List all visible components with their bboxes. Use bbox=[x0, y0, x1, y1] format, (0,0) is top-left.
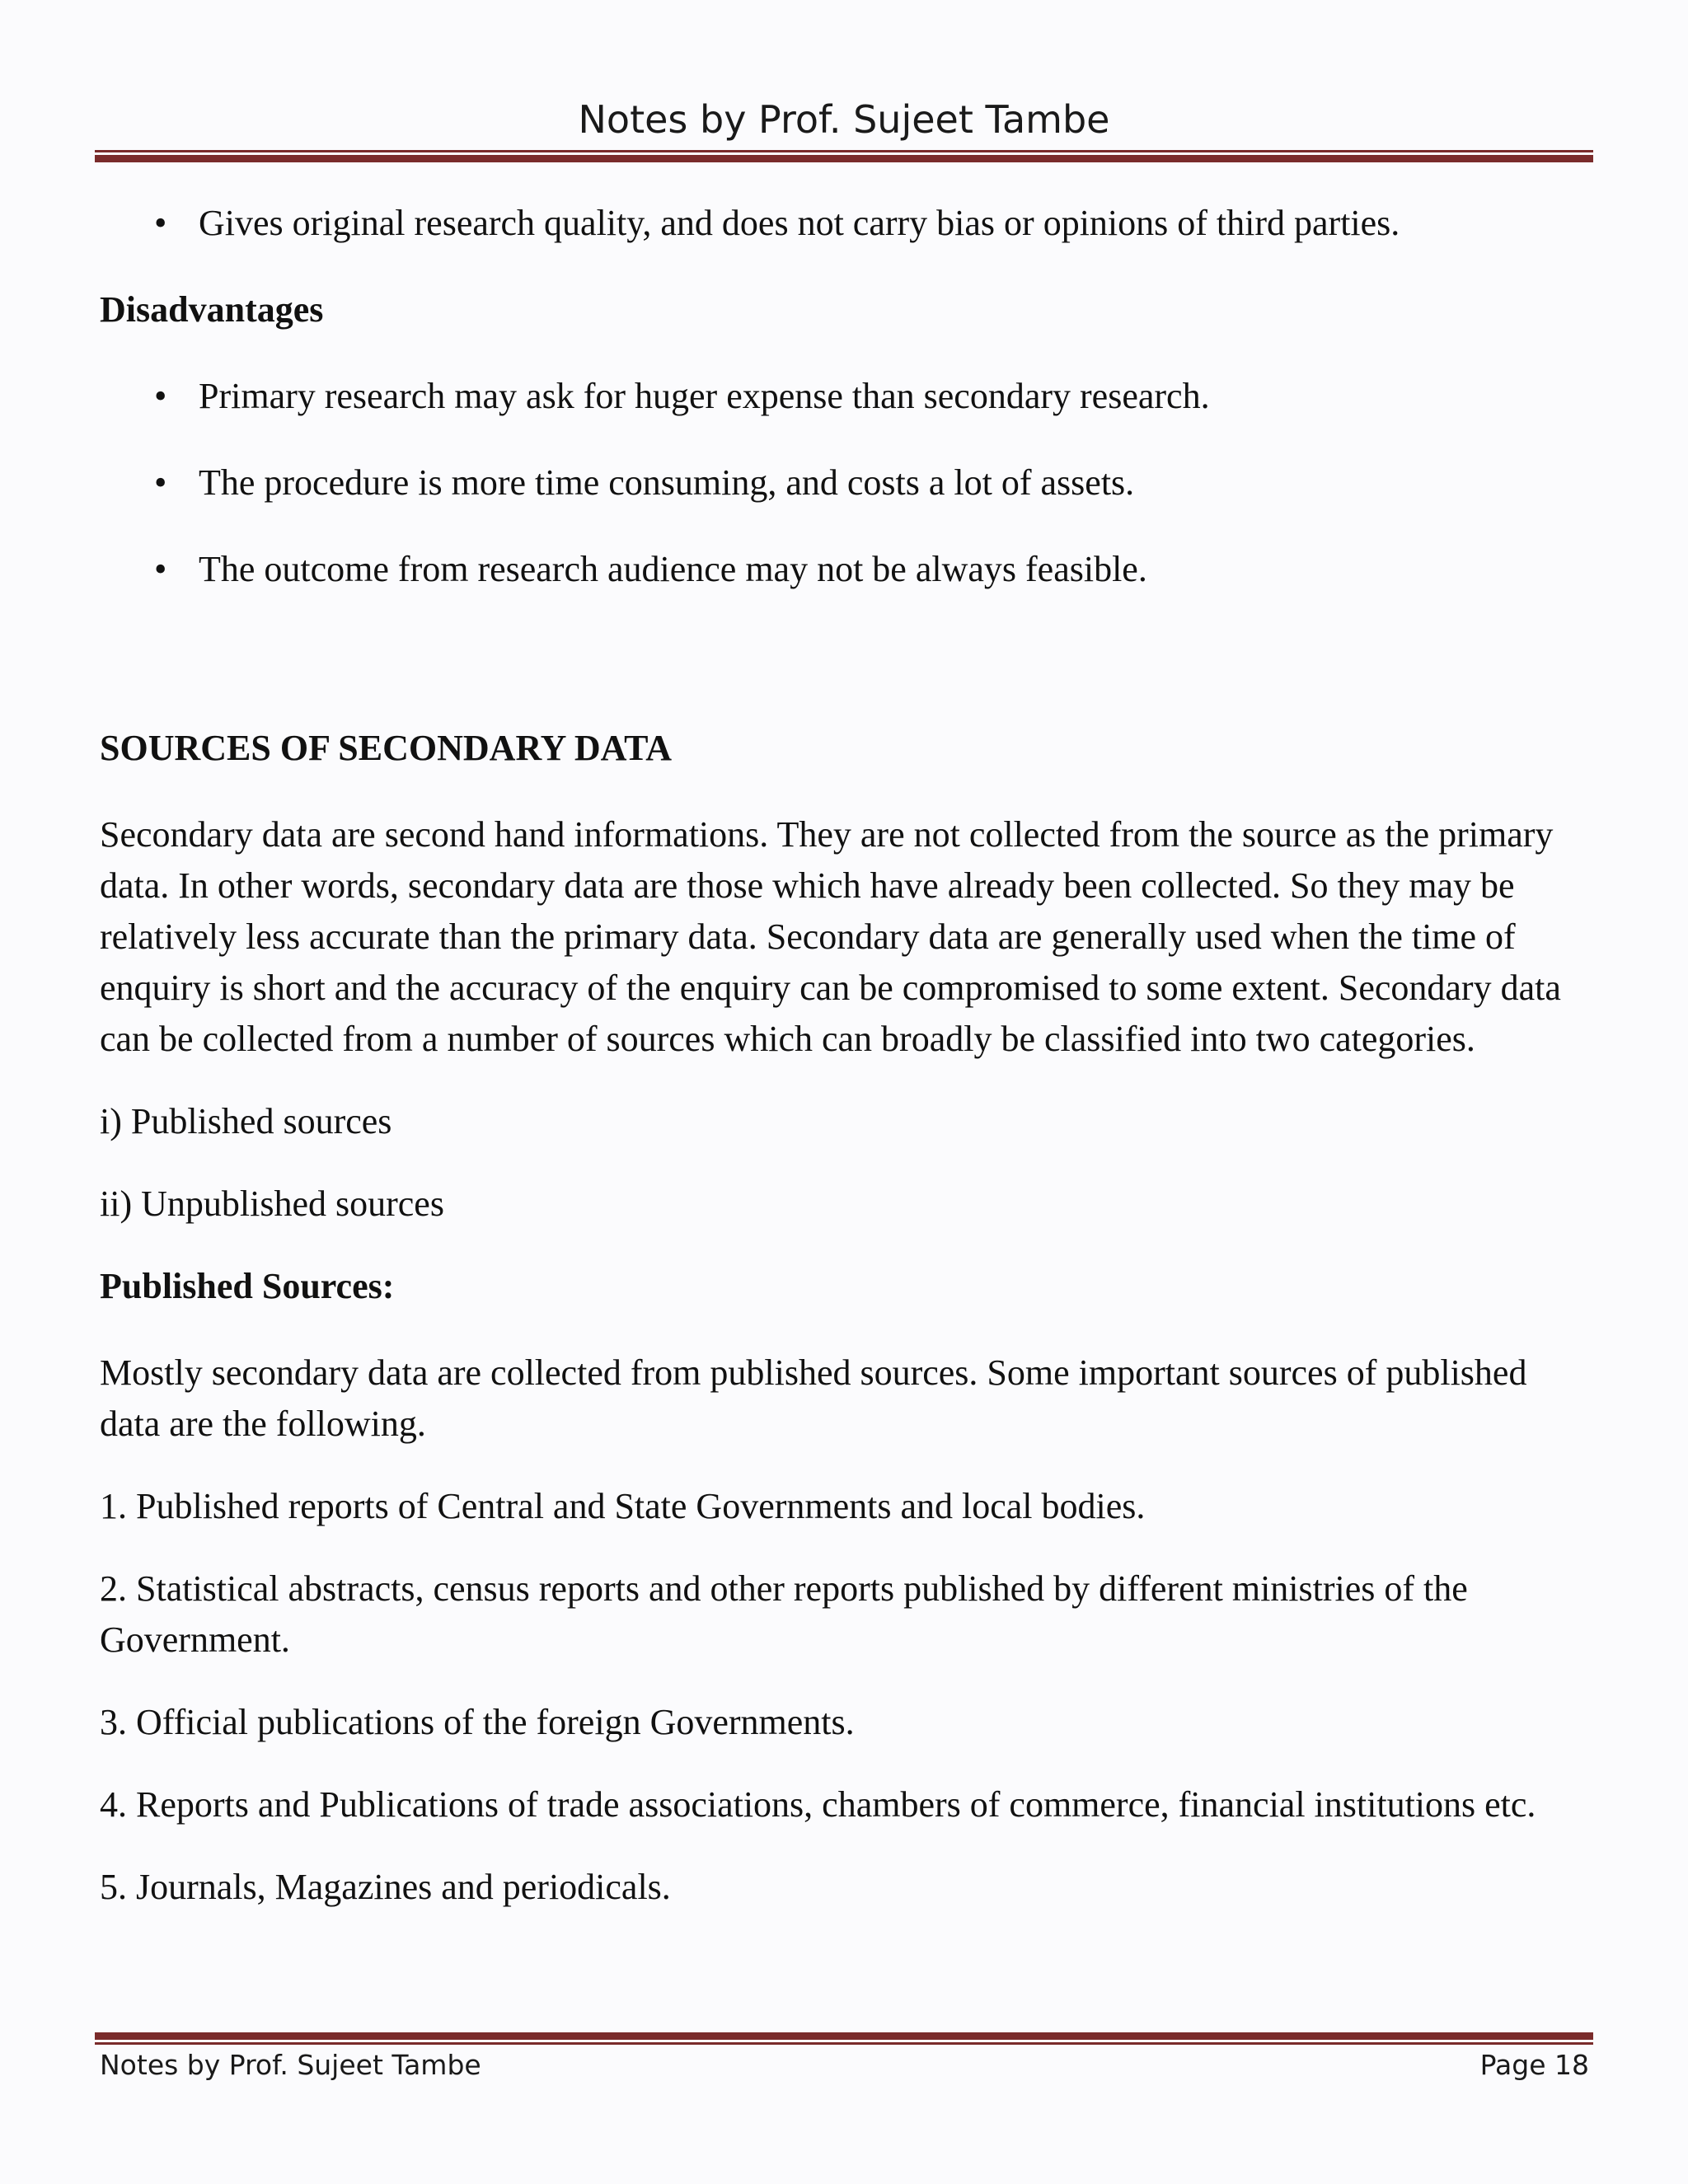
bullet-icon: • bbox=[154, 549, 167, 589]
bullet-icon: • bbox=[154, 376, 167, 416]
advantage-text: Gives original research quality, and does not carry bias or opinions of third parties. bbox=[199, 203, 1400, 243]
source-item: 4. Reports and Publications of trade associations, chambers of commerce, financial institutions etc. bbox=[100, 1784, 1536, 1825]
source-item: 5. Journals, Magazines and periodicals. bbox=[100, 1867, 671, 1907]
header-rule bbox=[95, 150, 1593, 162]
footer-rule bbox=[95, 2032, 1593, 2045]
category-item: i) Published sources bbox=[100, 1101, 392, 1141]
list-item bbox=[100, 371, 1583, 422]
list-item bbox=[100, 198, 1583, 249]
list-item bbox=[100, 457, 1583, 509]
source-item: 1. Published reports of Central and State Governments and local bodies. bbox=[100, 1486, 1146, 1526]
secondary-data-paragraph: Secondary data are second hand informations. They are not collected from the source as the primary data. In other words, secondary data are those which have already been collected. So they may be relatively less accurate than the primary data. Secondary data are generally used when the time of enquiry is short and the accuracy of the enquiry can be compromised to some extent. Secondary data can be collected from a number of sources which can broadly be classified into two categories. bbox=[100, 814, 1561, 1059]
disadvantage-text: Primary research may ask for huger expense than secondary research. bbox=[199, 376, 1210, 416]
published-sources-heading: Published Sources: bbox=[100, 1266, 395, 1306]
list-item bbox=[100, 544, 1583, 595]
disadvantages-heading: Disadvantages bbox=[100, 289, 324, 330]
category-item: ii) Unpublished sources bbox=[100, 1183, 444, 1224]
page-header-title: Notes by Prof. Sujeet Tambe bbox=[578, 97, 1110, 142]
bullet-icon: • bbox=[154, 203, 167, 243]
page-content bbox=[100, 198, 1583, 1944]
footer-author: Notes by Prof. Sujeet Tambe bbox=[100, 2049, 481, 2081]
published-sources-intro: Mostly secondary data are collected from published sources. Some important sources of published data are the following. bbox=[100, 1352, 1527, 1444]
bullet-icon: • bbox=[154, 462, 167, 503]
source-item: 2. Statistical abstracts, census reports and other reports published by different ministries of the Government. bbox=[100, 1568, 1468, 1660]
page-number: Page 18 bbox=[1479, 2049, 1589, 2081]
disadvantage-text: The outcome from research audience may not be always feasible. bbox=[199, 549, 1147, 589]
secondary-data-heading: SOURCES OF SECONDARY DATA bbox=[100, 728, 672, 768]
source-item: 3. Official publications of the foreign Governments. bbox=[100, 1702, 855, 1742]
disadvantage-text: The procedure is more time consuming, and costs a lot of assets. bbox=[199, 462, 1135, 503]
